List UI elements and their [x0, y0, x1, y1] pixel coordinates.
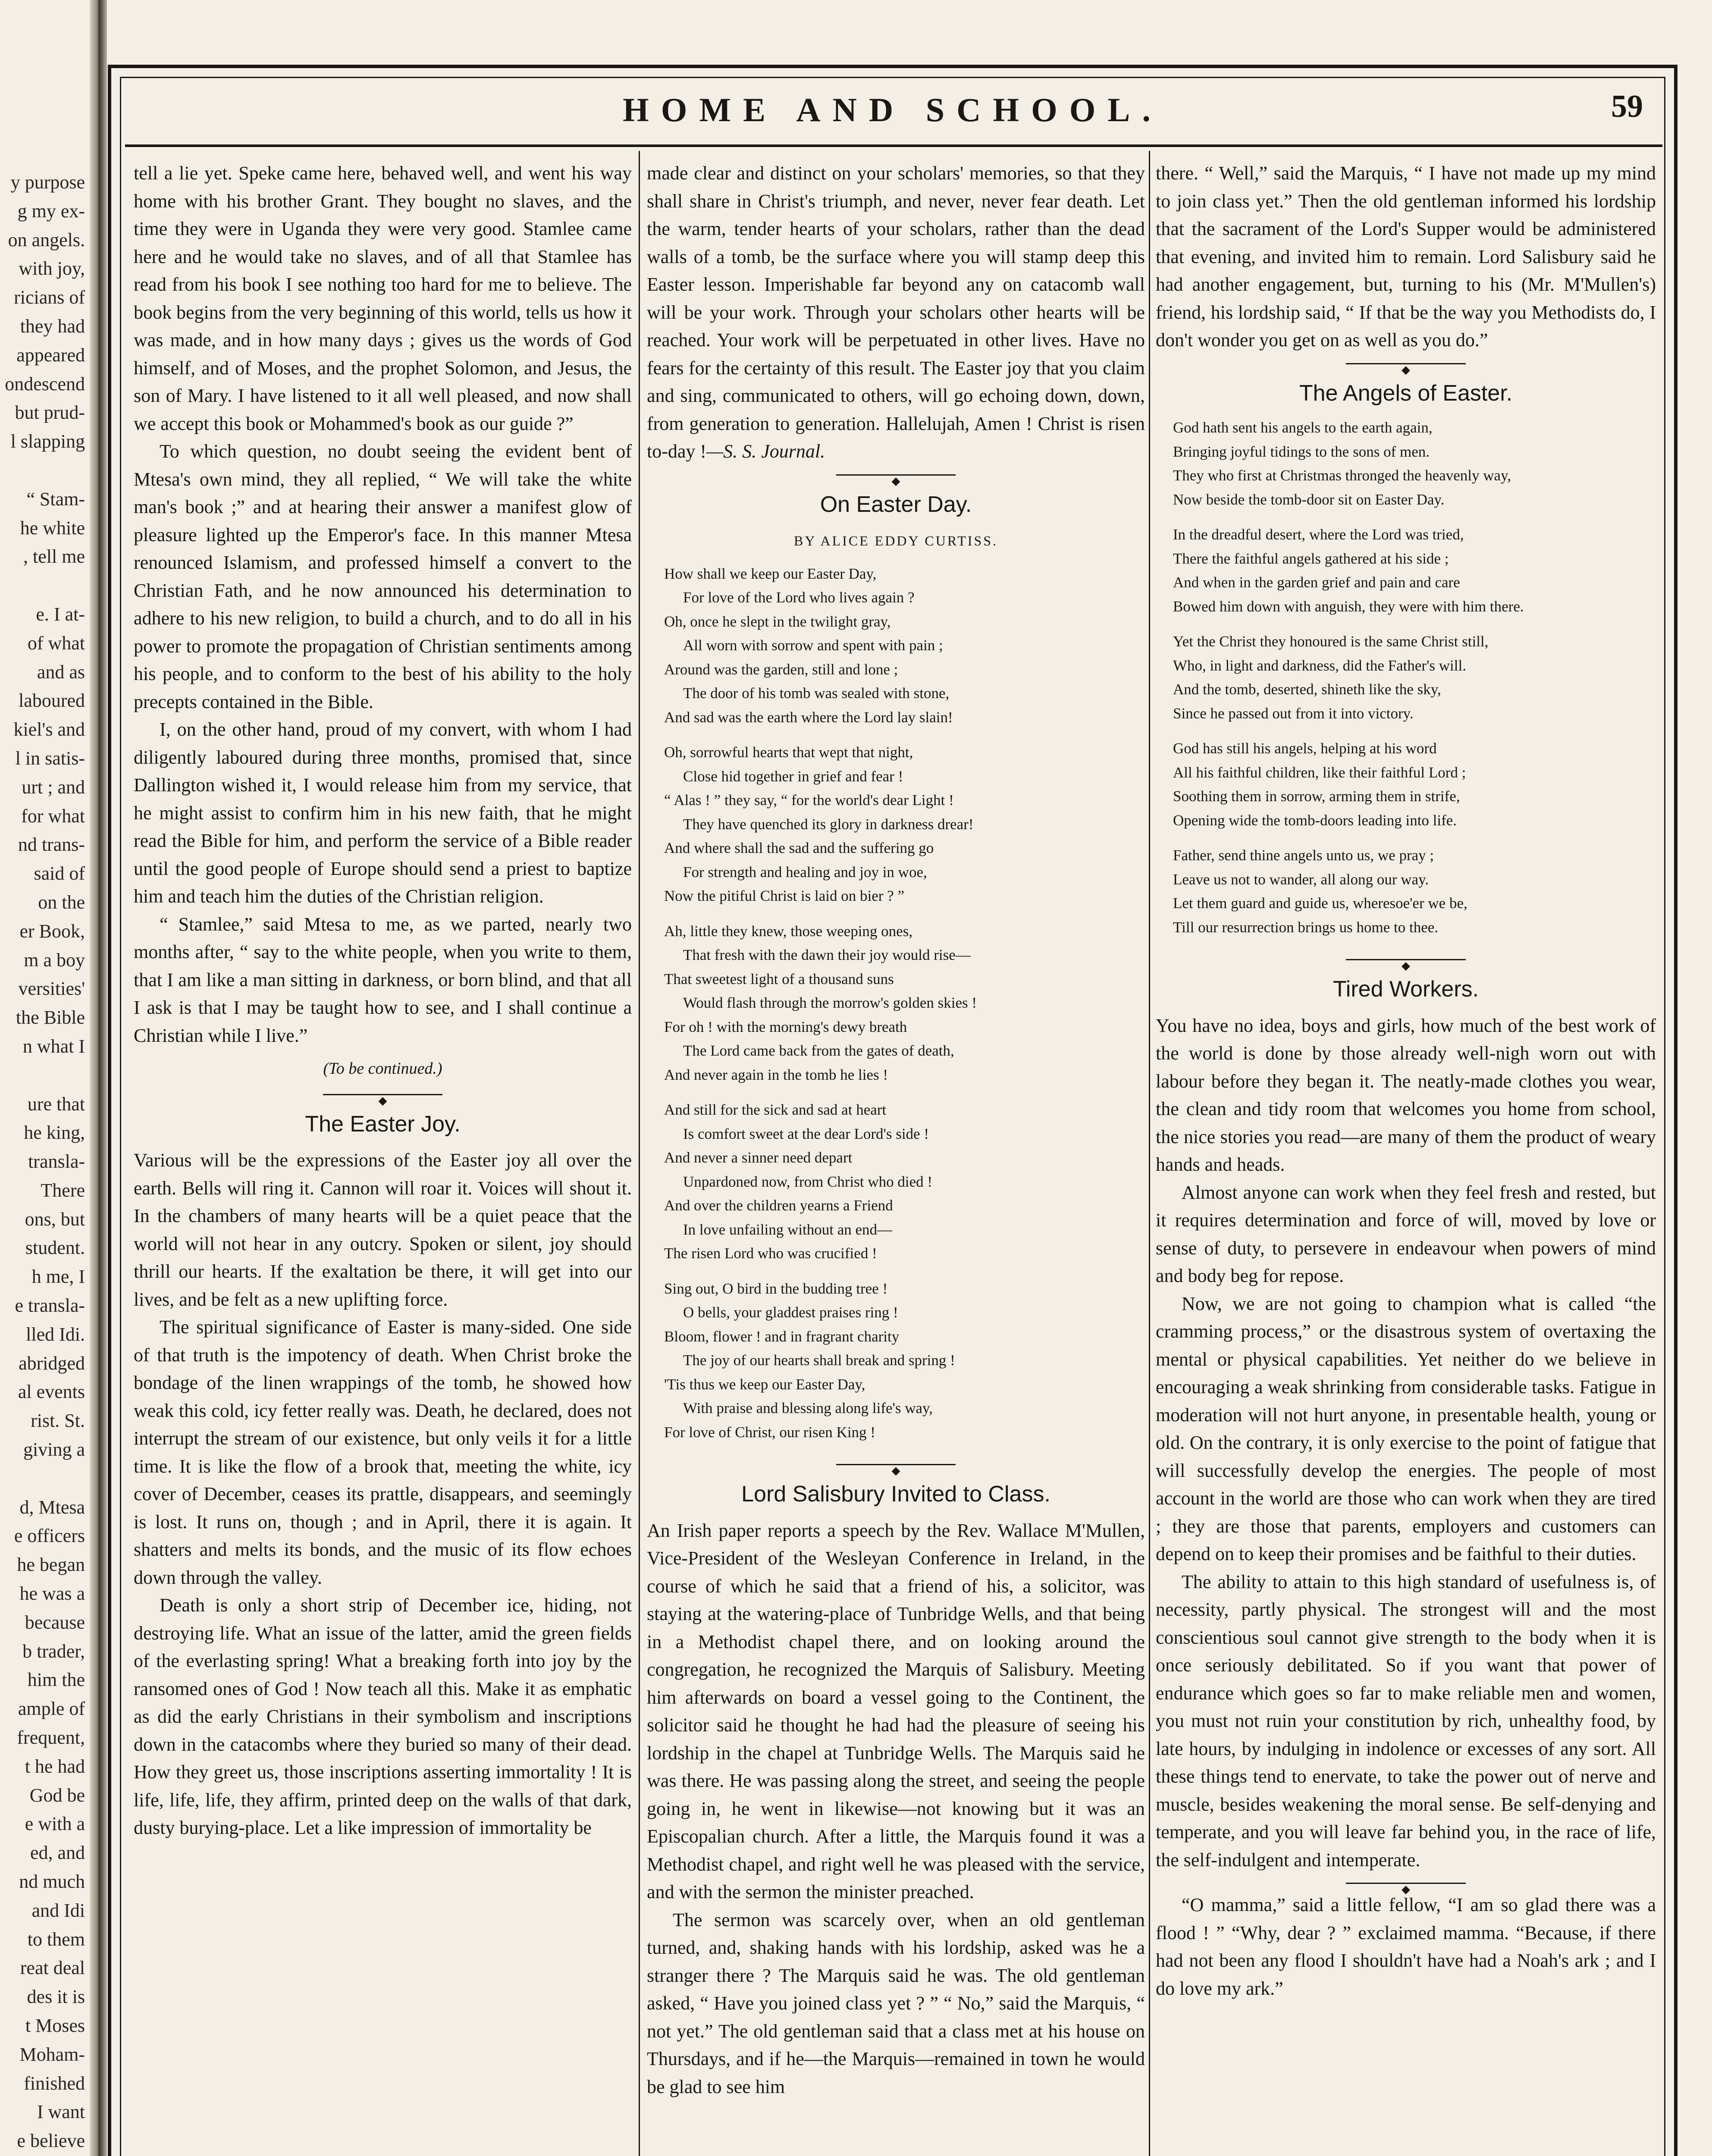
- angels-of-easter-poem: [1173, 416, 1656, 939]
- prev-page-line: lled Idi.: [26, 1323, 85, 1345]
- poem-line: How shall we keep our Easter Day,: [664, 565, 877, 582]
- poem-byline: BY ALICE EDDY CURTISS.: [793, 533, 998, 548]
- poem-line: Ah, little they knew, those weeping ones,: [664, 922, 913, 940]
- prev-page-line: kiel's and: [13, 719, 85, 740]
- section-divider: [1156, 354, 1656, 372]
- prev-page-line: abridged: [19, 1352, 85, 1374]
- poem-line: Let them guard and guide us, wheresoe'er we be,: [1173, 895, 1467, 912]
- article-paragraph: Almost anyone can work when they feel fresh and rested, but it requires determination and force of will, moved by love or sense of duty, to persevere in endeavour when powers of mind and body beg for repose.: [1156, 1181, 1656, 1286]
- prev-page-line: ondescend: [5, 373, 85, 395]
- prev-page-line: e. I at-: [36, 603, 85, 625]
- prev-page-line: student.: [25, 1237, 85, 1259]
- poem-line: Yet the Christ they honoured is the same Christ still,: [1173, 633, 1489, 650]
- section-divider: [647, 1455, 1145, 1473]
- prev-page-line: and Idi: [31, 1899, 85, 1921]
- article-paragraph: To which question, no doubt seeing the evident bent of Mtesa's own mind, they all replied, “ We will take the white man's book ;” and at hearing their answer a manifest glow of pleasure lighted up the Emperor's face. In this manner Mtesa renounced Islamism, and professed himself a convert to the Christian Fath, and he now announced his determination to adhere to his new religion, to build a church, and to do all in his power to promote the propagation of Christian sentiments among his people, and to conform to the best of his ability to the holy precepts contained in the Bible.: [134, 441, 632, 712]
- prev-page-line: b trader,: [22, 1640, 85, 1662]
- salisbury-title: Lord Salisbury Invited to Class.: [741, 1482, 1050, 1507]
- poem-line: Since he passed out from it into victory.: [1173, 705, 1414, 722]
- easter-joy-title: The Easter Joy.: [305, 1111, 461, 1137]
- poem-line: Bloom, flower ! and in fragrant charity: [664, 1328, 900, 1345]
- prev-page-line: n what I: [22, 1035, 85, 1057]
- poem-line: They have quenched its glory in darkness drear!: [683, 815, 974, 833]
- easter-day-poem: [664, 562, 1145, 1445]
- article-paragraph: tell a lie yet. Speke came here, behaved well, and went his way home with his brother Grant. They bought no slaves, and the time they were in Uganda they were very good. Stamlee came here and he would take no slaves, and of all that Stamlee has read from his book I see nothing too hard for me to believe. The book begins from the very beginning of this world, tells us how it was made, and in how many days ; gives us the words of God himself, and of Moses, and the prophet Solomon, and Jesus, the son of Mary. I have listened to it all well pleased, and now shall we accept this book or Mohammed's book as our guide ?”: [134, 163, 632, 434]
- prev-page-line: There: [41, 1179, 85, 1201]
- prev-page-line: m a boy: [24, 949, 85, 971]
- prev-page-line: des it is: [27, 1986, 85, 2008]
- poem-line: Close hid together in grief and fear !: [683, 768, 903, 785]
- prev-page-line: l slapping: [10, 431, 85, 452]
- article-paragraph: there. “ Well,” said the Marquis, “ I have not made up my mind to join class yet.” Then the old gentleman informed his lordship that the sacrament of the Lord's Supper would be administered that evening, and invited him to remain. Lord Salisbury said he had another engagement, but, turning to his (Mr. M'Mullen's) friend, his lordship said, “ If that be the way you Methodists do, I don't wonder you get on as well as you do.”: [1156, 163, 1656, 351]
- poem-line: In love unfailing without an end—: [683, 1221, 893, 1238]
- poem-line: Is comfort sweet at the dear Lord's side !: [683, 1125, 929, 1142]
- prev-page-line: God be: [29, 1784, 85, 1806]
- poem-line: With praise and blessing along life's way,: [683, 1400, 933, 1416]
- source-credit: —S. S. Journal.: [706, 441, 825, 462]
- prev-page-line: Moham-: [19, 2043, 85, 2065]
- poem-line: Would flash through the morrow's golden skies !: [683, 994, 977, 1011]
- poem-line: O bells, your gladdest praises ring !: [683, 1304, 898, 1321]
- poem-line: The door of his tomb was sealed with stone,: [683, 685, 950, 702]
- poem-stanza: [664, 1098, 1145, 1266]
- prev-page-line: ricians of: [14, 287, 85, 308]
- prev-page-line: I want: [37, 2101, 85, 2123]
- article-paragraph: You have no idea, boys and girls, how much of the best work of the world is done by those already well-nigh worn out with labour before they began it. The neatly-made clothes you wear, the clean and tidy room that welcomes you home from school, the nice stories you read—are many of them the product of weary hands and heads.: [1156, 1015, 1656, 1175]
- poem-stanza: [1173, 736, 1656, 832]
- poem-line: Now the pitiful Christ is laid on bier ? ”: [664, 887, 904, 904]
- prev-page-line: he white: [20, 517, 85, 539]
- prev-page-line: the Bible: [16, 1007, 85, 1028]
- poem-line: And never a sinner need depart: [664, 1149, 853, 1166]
- poem-line: And where shall the sad and the suffering go: [664, 840, 934, 856]
- poem-line: Oh, sorrowful hearts that wept that night,: [664, 744, 913, 761]
- prev-page-line: giving a: [23, 1439, 85, 1460]
- prev-page-line: nd trans-: [18, 834, 85, 856]
- poem-line: God has still his angels, helping at his word: [1173, 740, 1437, 757]
- poem-line: Around was the garden, still and lone ;: [664, 661, 898, 678]
- poem-line: Soothing them in sorrow, arming them in strife,: [1173, 788, 1460, 805]
- section-divider: [647, 466, 1145, 483]
- article-paragraph: The ability to attain to this high standard of usefulness is, of necessity, partly physical. The strongest will and the most conscientious soul cannot give strength to the body when it is once seriously debilitated. So if you want that power of endurance which goes so far to make reliable men and women, you must not ruin your constitution by rich, unhealthy food, by late hours, by indulging in indolence or excesses of any sort. All these things tend to enervate, to take the power out of nerve and muscle, besides weakening the moral sense. Be self-denying and temperate, and you will leave far behind you, in the race of life, the self-indulgent and intemperate.: [1156, 1571, 1656, 1871]
- prev-page-line: rist. St.: [31, 1410, 85, 1432]
- article-paragraph: Now, we are not going to champion what is called “the cramming process,” or the disastrous system of overtaxing the mental or physical capabilities. Yet neither do we believe in encouraging a weak shrinking from considerable tasks. Fatigue in moderation will not hurt anyone, in presentable health, young or old. On the contrary, it is only exercise to the point of fatigue that will successfully develop the energies. The people of most account in the world are those who can work when they are tired ; they are those that parents, employers and customers can depend on to keep their promises and be faithful to their duties.: [1156, 1293, 1656, 1564]
- poem-line: Sing out, O bird in the budding tree !: [664, 1280, 888, 1297]
- prev-page-line: he began: [17, 1554, 85, 1576]
- prev-page-line: e officers: [14, 1525, 85, 1547]
- header-rule: [125, 144, 1662, 147]
- poem-line: Till our resurrection brings us home to thee.: [1173, 918, 1439, 936]
- prev-page-line: [0, 571, 88, 600]
- prev-page-line: [0, 1061, 88, 1090]
- poem-line: For love of the Lord who lives again ?: [683, 589, 915, 606]
- column-1: [134, 160, 632, 2156]
- poem-line: God hath sent his angels to the earth again,: [1173, 419, 1433, 436]
- poem-line: All his faithful children, like their faithful Lord ;: [1173, 764, 1466, 781]
- poem-line: And the tomb, deserted, shineth like the sky,: [1173, 681, 1441, 698]
- poem-line: Opening wide the tomb-doors leading into life.: [1173, 812, 1457, 829]
- poem-line: That fresh with the dawn their joy would rise—: [683, 946, 971, 963]
- poem-line: For strength and healing and joy in woe,: [683, 863, 927, 881]
- poem-line: They who first at Christmas thronged the heavenly way,: [1173, 467, 1511, 484]
- poem-line: And never again in the tomb he lies !: [664, 1066, 888, 1083]
- to-be-continued: (To be continued.): [323, 1059, 442, 1078]
- poem-line: In the dreadful desert, where the Lord was tried,: [1173, 526, 1464, 543]
- article-paragraph: [647, 160, 1145, 466]
- prev-page-line: of what: [27, 632, 85, 654]
- prev-page-line: they had: [20, 315, 85, 337]
- section-divider: [1156, 1874, 1656, 1891]
- prev-page-line: e with a: [25, 1813, 85, 1835]
- prev-page-line: er Book,: [19, 920, 85, 942]
- poem-line: For love of Christ, our risen King !: [664, 1423, 875, 1441]
- prev-page-line: on angels.: [8, 229, 85, 251]
- poem-stanza: [1173, 523, 1656, 618]
- angels-of-easter-title: The Angels of Easter.: [1299, 380, 1513, 406]
- poem-stanza: [664, 562, 1145, 730]
- prev-page-line: for what: [21, 805, 85, 827]
- column-rule-1: [639, 151, 640, 2156]
- prev-page-line: [0, 456, 88, 485]
- poem-stanza: [664, 919, 1145, 1087]
- prev-page-line: finished: [24, 2072, 85, 2094]
- poem-line: The Lord came back from the gates of death,: [683, 1042, 954, 1059]
- poem-line: And over the children yearns a Friend: [664, 1197, 893, 1214]
- flood-anecdote: “O mamma,” said a little fellow, “I am so glad there was a flood ! ” “Why, dear ? ” exclaimed mamma. “Because, if there had not been any flood I shouldn't have had a Noah's ark ; and I do love my ark.”: [1156, 1894, 1656, 1999]
- poem-line: Bowed him down with anguish, they were with him there.: [1173, 598, 1524, 615]
- prev-page-line: him the: [27, 1669, 85, 1691]
- prev-page-line: , tell me: [23, 546, 85, 567]
- prev-page-line: because: [25, 1611, 85, 1633]
- prev-page-line: t Moses: [25, 2015, 85, 2036]
- prev-page-line: he king,: [24, 1122, 85, 1144]
- poem-line: And when in the garden grief and pain and care: [1173, 574, 1460, 591]
- column-3: [1156, 160, 1656, 2156]
- page-header-title: HOME AND SCHOOL.: [623, 91, 1163, 128]
- page-number: 59: [1611, 89, 1643, 124]
- prev-page-line: l in satis-: [15, 747, 85, 769]
- book-gutter: [90, 0, 107, 2156]
- prev-page-line: e transla-: [15, 1295, 85, 1316]
- prev-page-line: versities': [18, 978, 85, 1000]
- poem-line: Unpardoned now, from Christ who died !: [683, 1173, 933, 1190]
- poem-line: “ Alas ! ” they say, “ for the world's dear Light !: [664, 792, 954, 808]
- poem-line: Bringing joyful tidings to the sons of men.: [1173, 443, 1430, 460]
- prev-page-line: ample of: [18, 1698, 85, 1720]
- prev-page-line: laboured: [19, 690, 85, 711]
- tired-workers-title: Tired Workers.: [1333, 977, 1479, 1002]
- article-paragraph: The sermon was scarcely over, when an old gentleman turned, and, shaking hands with his lordship, asked was he a stranger there ? The Marquis said he was. The old gentleman asked, “ Have you joined class yet ? ” “ No,” said the Marquis, “ not yet.” The old gentleman said that a class met at his house on Thursdays, and if he—the Marquis—remained in town he would be glad to see him: [647, 1909, 1145, 2097]
- poem-stanza: [664, 1277, 1145, 1445]
- prev-page-line: “ Stam-: [26, 488, 85, 510]
- prev-page-line: y purpose: [10, 172, 85, 193]
- prev-page-line: frequent,: [17, 1727, 85, 1749]
- poem-stanza: [1173, 416, 1656, 511]
- prev-page-line: ed, and: [30, 1842, 85, 1864]
- prev-page-line: he was a: [19, 1583, 85, 1604]
- poem-line: For oh ! with the morning's dewy breath: [664, 1018, 907, 1035]
- prev-page-line: appeared: [16, 344, 85, 366]
- prev-page-line: [0, 1464, 88, 1493]
- prev-page-line: t he had: [25, 1755, 85, 1777]
- poem-stanza: [1173, 843, 1656, 939]
- poem-line: And still for the sick and sad at heart: [664, 1101, 887, 1118]
- prev-page-line: transla-: [28, 1151, 85, 1172]
- prev-page-line: on the: [38, 891, 85, 913]
- prev-page-line: g my ex-: [17, 200, 85, 222]
- poem-line: Leave us not to wander, all along our way.: [1173, 871, 1429, 888]
- column-rule-2: [1149, 151, 1150, 2156]
- prev-page-line: h me, I: [31, 1266, 85, 1288]
- prev-page-line: with joy,: [19, 258, 85, 279]
- poem-line: There the faithful angels gathered at his side ;: [1173, 550, 1449, 567]
- easter-day-poem-title: On Easter Day.: [820, 492, 972, 517]
- prev-page-line: and as: [37, 661, 85, 683]
- section-divider: [134, 1085, 632, 1103]
- poem-line: The risen Lord who was crucified !: [664, 1245, 877, 1262]
- poem-line: That sweetest light of a thousand suns: [664, 970, 894, 987]
- poem-stanza: [1173, 630, 1656, 725]
- poem-line: All worn with sorrow and spent with pain ;: [683, 637, 943, 654]
- poem-line: And sad was the earth where the Lord lay slain!: [664, 708, 953, 726]
- poem-line: 'Tis thus we keep our Easter Day,: [664, 1376, 865, 1393]
- poem-line: Oh, once he slept in the twilight gray,: [664, 613, 891, 630]
- poem-line: The joy of our hearts shall break and spring !: [683, 1352, 955, 1369]
- prev-page-line: al events: [18, 1381, 85, 1403]
- article-paragraph: I, on the other hand, proud of my convert, with whom I had diligently laboured during three months, promised that, since Dallington wished it, I would release him from my service, that he might assist to confirm him in his new faith, that he might read the Bible for him, and perform the service of a Bible reader until the good people of Europe should send a priest to baptize him and teach him the duties of the Christian religion.: [134, 719, 632, 907]
- prev-page-line: d, Mtesa: [19, 1496, 85, 1518]
- poem-line: Now beside the tomb-door sit on Easter Day.: [1173, 491, 1445, 508]
- prev-page-line: e believe: [17, 2130, 85, 2152]
- article-paragraph: Death is only a short strip of December ice, hiding, not destroying life. What an issue of the latter, amid the green fields of the everlasting spring! What a breaking forth into joy by the ransomed ones of God ! Now teach all this. Make it as emphatic as did the early Christians in their symbolism and inscriptions down in the catacombs where they buried so many of their dead. How they greet us, those inscriptions asserting immortality ! It is life, life, life, they affirm, printed deep on the walls of that dark, dusty burying-place. Let a like impression of immortality be: [134, 1595, 632, 1838]
- previous-page-sliver: [0, 168, 88, 2156]
- poem-line: Who, in light and darkness, did the Father's will.: [1173, 657, 1466, 674]
- prev-page-line: urt ; and: [22, 776, 85, 798]
- prev-page-line: said of: [34, 863, 85, 884]
- prev-page-line: but prud-: [15, 402, 85, 423]
- article-paragraph: Various will be the expressions of the Easter joy all over the earth. Bells will ring it. Cannon will roar it. Voices will shout it. In the chambers of many hearts will be a quiet peace that the world will not hear in any outcry. Spoken or silent, joy should thrill our hearts. If the exaltation be there, it will get into our lives, and be felt as a new uplifting force.: [134, 1150, 632, 1310]
- poem-stanza: [664, 740, 1145, 908]
- article-paragraph: An Irish paper reports a speech by the Rev. Wallace M'Mullen, Vice-President of the Wesleyan Conference in Ireland, in the course of which he said that a friend of his, a solicitor, was staying at the watering-place of Tunbridge Wells, and that being in a Methodist chapel there, and on looking around the congregation, he recognized the Marquis of Salisbury. Meeting him afterwards on board a vessel going to the Continent, the solicitor said he thought he had had the pleasure of seeing his lordship in the chapel at Tunbridge Wells. The Marquis said he was there. He was passing along the street, and seeing the people going in, he went in likewise—not knowing but it was an Episcopalian church. After a little, the Marquis found it was a Methodist chapel, and right well he was pleased with the service, and with the sermon the minister preached.: [647, 1520, 1145, 1902]
- column-2: [647, 160, 1145, 2156]
- prev-page-line: ure that: [27, 1093, 85, 1115]
- article-paragraph: “ Stamlee,” said Mtesa to me, as we parted, nearly two months after, “ say to the white people, when you write to them, that I am like a man sitting in darkness, or born blind, and that all I ask is that I may be taught how to see, and I shall continue a Christian while I live.”: [134, 913, 632, 1046]
- prev-page-line: reat deal: [20, 1957, 85, 1979]
- prev-page-line: to them: [27, 1928, 85, 1950]
- section-divider: [1156, 950, 1656, 968]
- poem-line: Father, send thine angels unto us, we pray ;: [1173, 847, 1434, 864]
- prev-page-line: nd much: [19, 1871, 85, 1893]
- article-paragraph: The spiritual significance of Easter is many-sided. One side of that truth is the impotency of death. When Christ broke the bondage of the linen wrappings of the tomb, he showed how weak this cold, icy fetter really was. Death, he declared, does not interrupt the stream of our existence, but only veils it for a little time. It is like the flow of a brook that, meeting the white, icy cover of December, ceases its prattle, disappears, and seemingly is lost. It runs on, though ; and in April, there it is again. It shatters and melts its bonds, and the music of its flow echoes down through the valley.: [134, 1316, 632, 1588]
- prev-page-line: ons, but: [25, 1208, 85, 1230]
- paragraph-text: made clear and distinct on your scholars' memories, so that they shall share in Christ's triumph, and never, never fear death. Let the warm, tender hearts of your scholars, rather than the dead walls of a tomb, be the surface where you will stamp deep this Easter lesson. Imperishable far beyond any on catacomb wall will be your work. Through your scholars other hearts will be reached. Your work will be perpetuated in other lives. Have no fears for the certainty of this result. The Easter joy that you claim and sing, communicated to others, will go echoing down, down, from generation to generation. Hallelujah, Amen ! Christ is risen to-day !: [647, 163, 1145, 462]
